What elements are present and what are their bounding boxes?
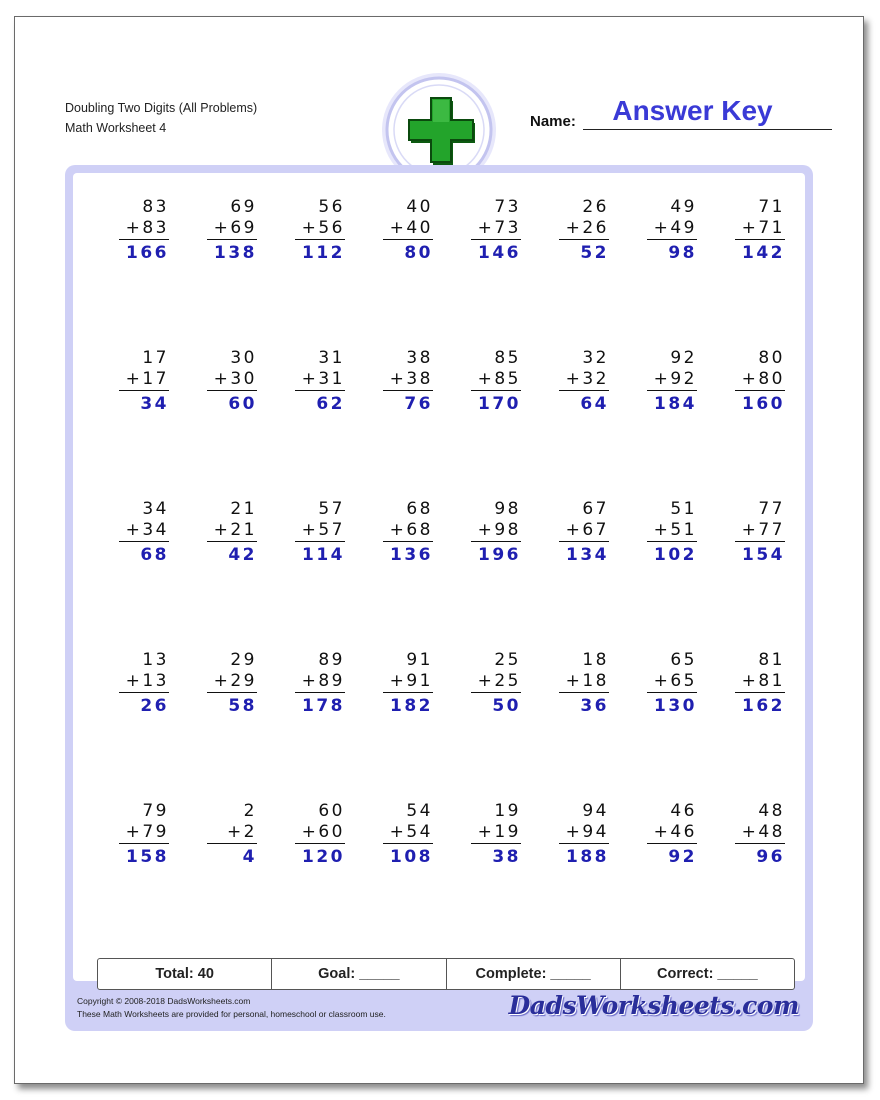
footer-text: [77, 995, 386, 1021]
problem-answer: 178: [302, 696, 345, 716]
problem-answer: 112: [302, 243, 345, 263]
problem-answer: 64: [580, 394, 609, 414]
name-label: Name:: [530, 113, 576, 130]
problem-grid: [93, 197, 797, 952]
problem-answer: 182: [390, 696, 433, 716]
problem-answer: 184: [654, 394, 697, 414]
problem-numbers: [471, 801, 521, 870]
problem-top-number: 85: [494, 348, 521, 368]
problem-numbers: [559, 499, 609, 568]
problem-top-number: 25: [494, 650, 521, 670]
problem: [709, 197, 797, 348]
problem: [93, 650, 181, 801]
problem: [181, 348, 269, 499]
problem-row: [93, 801, 797, 952]
problem-numbers: [119, 650, 169, 719]
problem-numbers: [471, 348, 521, 417]
problem-answer: 114: [302, 545, 345, 565]
problem-bottom-number: +85: [471, 369, 521, 391]
problem-top-number: 94: [582, 801, 609, 821]
name-line: [583, 96, 832, 130]
problem: [269, 348, 357, 499]
problem: [445, 348, 533, 499]
problem-bottom-number: +48: [735, 822, 785, 844]
problem-answer: 50: [492, 696, 521, 716]
problem-numbers: [559, 348, 609, 417]
problem: [621, 197, 709, 348]
problem-numbers: [647, 348, 697, 417]
problem-numbers: [735, 197, 785, 266]
problem-numbers: [207, 650, 257, 719]
problem-numbers: [383, 197, 433, 266]
problem-bottom-number: +68: [383, 520, 433, 542]
problem-numbers: [735, 499, 785, 568]
problem-top-number: 67: [582, 499, 609, 519]
complete-cell[interactable]: Complete: _____: [447, 959, 621, 989]
problem-bottom-number: +92: [647, 369, 697, 391]
problem: [445, 499, 533, 650]
problem-bottom-number: +98: [471, 520, 521, 542]
problem: [533, 348, 621, 499]
problem-top-number: 79: [142, 801, 169, 821]
problem-numbers: [647, 801, 697, 870]
problem-answer: 92: [668, 847, 697, 867]
problem-answer: 162: [742, 696, 785, 716]
problem-answer: 158: [126, 847, 169, 867]
problem-answer: 98: [668, 243, 697, 263]
problem-answer: 36: [580, 696, 609, 716]
problem-top-number: 56: [318, 197, 345, 217]
problem-bottom-number: +60: [295, 822, 345, 844]
problem-top-number: 71: [758, 197, 785, 217]
problem-top-number: 80: [758, 348, 785, 368]
problem-numbers: [647, 650, 697, 719]
problem-top-number: 19: [494, 801, 521, 821]
problem-bottom-number: +2: [207, 822, 257, 844]
problem: [621, 801, 709, 952]
problem: [93, 197, 181, 348]
problem-bottom-number: +25: [471, 671, 521, 693]
problem-numbers: [207, 197, 257, 266]
problem-row: [93, 348, 797, 499]
problem-answer: 142: [742, 243, 785, 263]
problem-answer: 34: [140, 394, 169, 414]
problem: [445, 801, 533, 952]
problem-answer: 196: [478, 545, 521, 565]
problem-top-number: 17: [142, 348, 169, 368]
problem-top-number: 89: [318, 650, 345, 670]
problem: [533, 197, 621, 348]
problem-top-number: 54: [406, 801, 433, 821]
problem: [93, 348, 181, 499]
problem-bottom-number: +13: [119, 671, 169, 693]
problem-numbers: [383, 650, 433, 719]
problem: [357, 801, 445, 952]
problem-top-number: 98: [494, 499, 521, 519]
problem-top-number: 46: [670, 801, 697, 821]
problem: [621, 348, 709, 499]
problem-numbers: [471, 499, 521, 568]
problem-bottom-number: +19: [471, 822, 521, 844]
problem-answer: 38: [492, 847, 521, 867]
problem-row: [93, 650, 797, 801]
problem: [357, 197, 445, 348]
problem-top-number: 31: [318, 348, 345, 368]
problem-bottom-number: +40: [383, 218, 433, 240]
problem-numbers: [119, 499, 169, 568]
problem-top-number: 57: [318, 499, 345, 519]
problem-numbers: [383, 348, 433, 417]
problem-bottom-number: +79: [119, 822, 169, 844]
problem-bottom-number: +81: [735, 671, 785, 693]
problem: [709, 650, 797, 801]
problem-numbers: [207, 499, 257, 568]
problem-row: [93, 499, 797, 650]
name-field[interactable]: [530, 94, 832, 130]
problem-answer: 134: [566, 545, 609, 565]
problem-bottom-number: +34: [119, 520, 169, 542]
problem-top-number: 92: [670, 348, 697, 368]
problem-top-number: 91: [406, 650, 433, 670]
problem-numbers: [735, 348, 785, 417]
problem-answer: 136: [390, 545, 433, 565]
problem-bottom-number: +77: [735, 520, 785, 542]
problem-answer: 130: [654, 696, 697, 716]
problem-bottom-number: +54: [383, 822, 433, 844]
problem: [181, 197, 269, 348]
problem: [621, 499, 709, 650]
problem-top-number: 32: [582, 348, 609, 368]
problem-top-number: 69: [230, 197, 257, 217]
problem-top-number: 83: [142, 197, 169, 217]
problem-top-number: 34: [142, 499, 169, 519]
problem-top-number: 13: [142, 650, 169, 670]
problem-bottom-number: +69: [207, 218, 257, 240]
problem-numbers: [471, 650, 521, 719]
problem-answer: 146: [478, 243, 521, 263]
problem: [533, 499, 621, 650]
problem: [269, 801, 357, 952]
problem-row: [93, 197, 797, 348]
problem-bottom-number: +67: [559, 520, 609, 542]
problem-bottom-number: +17: [119, 369, 169, 391]
problem-bottom-number: +51: [647, 520, 697, 542]
brand-logo[interactable]: DadsWorksheets.com: [508, 991, 799, 1020]
problem: [269, 197, 357, 348]
problem-bottom-number: +57: [295, 520, 345, 542]
answer-key-label: Answer Key: [612, 95, 773, 126]
problem-bottom-number: +32: [559, 369, 609, 391]
problem-numbers: [647, 499, 697, 568]
problem-numbers: [119, 801, 169, 870]
problem-top-number: 29: [230, 650, 257, 670]
problem-frame: [65, 165, 813, 1031]
problem-top-number: 21: [230, 499, 257, 519]
problem-bottom-number: +91: [383, 671, 433, 693]
problem-bottom-number: +26: [559, 218, 609, 240]
problem: [357, 650, 445, 801]
problem-answer: 62: [316, 394, 345, 414]
problem-numbers: [119, 348, 169, 417]
problem-answer: 42: [228, 545, 257, 565]
worksheet-subtitle: Math Worksheet 4: [65, 121, 167, 135]
problem-answer: 80: [404, 243, 433, 263]
problem: [709, 801, 797, 952]
problem-numbers: [383, 499, 433, 568]
problem: [269, 650, 357, 801]
problem-top-number: 40: [406, 197, 433, 217]
problem-top-number: 26: [582, 197, 609, 217]
problem: [445, 197, 533, 348]
problem: [181, 499, 269, 650]
problem: [709, 499, 797, 650]
problem-numbers: [295, 801, 345, 870]
problem-top-number: 77: [758, 499, 785, 519]
problem-answer: 52: [580, 243, 609, 263]
problem-top-number: 30: [230, 348, 257, 368]
problem-top-number: 51: [670, 499, 697, 519]
problem-answer: 96: [756, 847, 785, 867]
problem: [181, 650, 269, 801]
goal-cell[interactable]: Goal: _____: [272, 959, 446, 989]
problem-numbers: [559, 650, 609, 719]
problem-numbers: [119, 197, 169, 266]
problem-answer: 60: [228, 394, 257, 414]
problem: [533, 650, 621, 801]
problem-answer: 108: [390, 847, 433, 867]
problem-top-number: 2: [243, 801, 257, 821]
problem: [709, 348, 797, 499]
problem-answer: 120: [302, 847, 345, 867]
problem-bottom-number: +21: [207, 520, 257, 542]
problem-bottom-number: +31: [295, 369, 345, 391]
problem-numbers: [735, 801, 785, 870]
problem-bottom-number: +94: [559, 822, 609, 844]
problem-numbers: [295, 650, 345, 719]
problem-bottom-number: +30: [207, 369, 257, 391]
problem-bottom-number: +73: [471, 218, 521, 240]
problem: [621, 650, 709, 801]
problem-bottom-number: +29: [207, 671, 257, 693]
problem-answer: 160: [742, 394, 785, 414]
worksheet-title-text: Doubling Two Digits (All Problems): [65, 101, 258, 115]
problem-answer: 170: [478, 394, 521, 414]
problem: [93, 499, 181, 650]
problem-numbers: [207, 348, 257, 417]
problem-bottom-number: +38: [383, 369, 433, 391]
problem-bottom-number: +46: [647, 822, 697, 844]
problem-bottom-number: +18: [559, 671, 609, 693]
problem-answer: 26: [140, 696, 169, 716]
problem-answer: 58: [228, 696, 257, 716]
problem-numbers: [647, 197, 697, 266]
problem: [445, 650, 533, 801]
problem-top-number: 68: [406, 499, 433, 519]
copyright-text: Copyright © 2008-2018 DadsWorksheets.com: [77, 996, 251, 1006]
problem-answer: 68: [140, 545, 169, 565]
problem-bottom-number: +71: [735, 218, 785, 240]
problem-top-number: 49: [670, 197, 697, 217]
problem-numbers: [559, 197, 609, 266]
problem-numbers: [295, 348, 345, 417]
problem-answer: 188: [566, 847, 609, 867]
problem-numbers: [207, 801, 257, 870]
problem: [357, 499, 445, 650]
problem: [533, 801, 621, 952]
problem-numbers: [471, 197, 521, 266]
problem: [93, 801, 181, 952]
worksheet-title: [65, 98, 257, 138]
total-cell: Total: 40: [98, 959, 272, 989]
problem-numbers: [735, 650, 785, 719]
problem-numbers: [383, 801, 433, 870]
problem-answer: 102: [654, 545, 697, 565]
problem-area: [73, 173, 805, 981]
problem-bottom-number: +83: [119, 218, 169, 240]
problem: [181, 801, 269, 952]
problem-top-number: 18: [582, 650, 609, 670]
problem: [357, 348, 445, 499]
problem-numbers: [295, 197, 345, 266]
problem-bottom-number: +56: [295, 218, 345, 240]
problem-bottom-number: +49: [647, 218, 697, 240]
problem-top-number: 81: [758, 650, 785, 670]
usage-notice: These Math Worksheets are provided for personal, homeschool or classroom use.: [77, 1009, 386, 1019]
problem-bottom-number: +89: [295, 671, 345, 693]
worksheet-page: [14, 16, 864, 1084]
problem-answer: 166: [126, 243, 169, 263]
problem-top-number: 48: [758, 801, 785, 821]
problem-bottom-number: +65: [647, 671, 697, 693]
problem-bottom-number: +80: [735, 369, 785, 391]
problem-top-number: 73: [494, 197, 521, 217]
problem-answer: 138: [214, 243, 257, 263]
problem-top-number: 65: [670, 650, 697, 670]
problem-answer: 154: [742, 545, 785, 565]
problem-numbers: [559, 801, 609, 870]
problem-top-number: 38: [406, 348, 433, 368]
correct-cell[interactable]: Correct: _____: [657, 966, 758, 982]
problem-top-number: 60: [318, 801, 345, 821]
problem-answer: 4: [242, 847, 257, 867]
problem: [269, 499, 357, 650]
problem-numbers: [295, 499, 345, 568]
score-bar: [97, 958, 795, 990]
problem-answer: 76: [404, 394, 433, 414]
